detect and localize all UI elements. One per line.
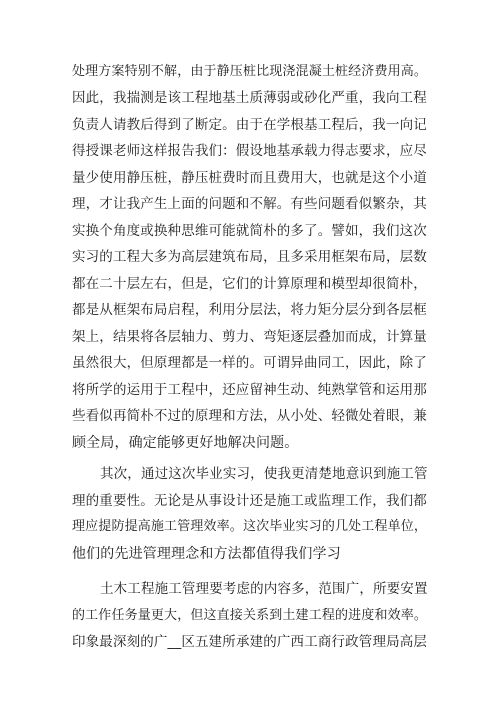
text-line: 实换个角度或换种思维可能就简朴的多了。譬如，我们这次 — [72, 223, 427, 239]
text-line: 实习的工程大多为高层建筑布局，且多采用框架布局，层数 — [72, 249, 427, 265]
text-line: 因此，我揣测是该工程地基土质薄弱或砂化严重，我向工程 — [72, 90, 427, 106]
text-line: 其次，通过这次毕业实习，使我更清楚地意识到施工管 — [100, 466, 428, 482]
text-line: 负责人请教后得到了断定。由于在学根基工程后，我一向记 — [72, 117, 427, 133]
text-line: 土木工程施工管理要考虑的内容多，范围广，所要安置 — [100, 581, 428, 597]
text-line: 顾全局，确定能够更好地解决问题。 — [72, 435, 299, 451]
text-line: 将所学的运用于工程中，还应留神生动、纯熟掌管和运用那 — [72, 382, 427, 398]
text-line: 的工作任务量更大，但这直接关系到土建工程的进度和效率。 — [72, 608, 428, 623]
text-line: 得授课老师这样报告我们：假设地基承载力得志要求，应尽 — [72, 143, 427, 159]
text-line: 他们的先进管理理念和方法都值得我们学习 — [72, 546, 341, 562]
text-line: 理应提防提高施工管理效率。这次毕业实习的几处工程单位， — [72, 519, 428, 534]
text-line: 理，才让我产生上面的问题和不解。有些问题看似繁杂，其 — [72, 196, 427, 212]
text-line: 都在二十层左右，但是，它们的计算原理和模型却很简朴， — [72, 276, 427, 292]
text-line: 印象最深刻的广__区五建所承建的广西工商行政管理局高层 — [72, 634, 428, 650]
text-line: 处理方案特别不解，由于静压桩比现浇混凝土桩经济费用高。 — [72, 64, 428, 79]
text-line: 量少使用静压桩，静压桩费时而且费用大，也就是这个小道 — [72, 170, 427, 186]
text-line: 理的重要性。无论是从事设计还是施工或监理工作，我们都 — [72, 493, 427, 509]
text-line: 都是从框架布局启程，利用分层法，将力矩分层分到各层框 — [72, 302, 427, 318]
text-line: 些看似再简朴不过的原理和方法，从小处、轻微处着眼，兼 — [72, 408, 427, 424]
text-line: 虽然很大，但原理都是一样的。可谓异曲同工，因此，除了 — [72, 355, 427, 371]
text-line: 架上，结果将各层轴力、剪力、弯矩逐层叠加而成，计算量 — [72, 329, 427, 345]
